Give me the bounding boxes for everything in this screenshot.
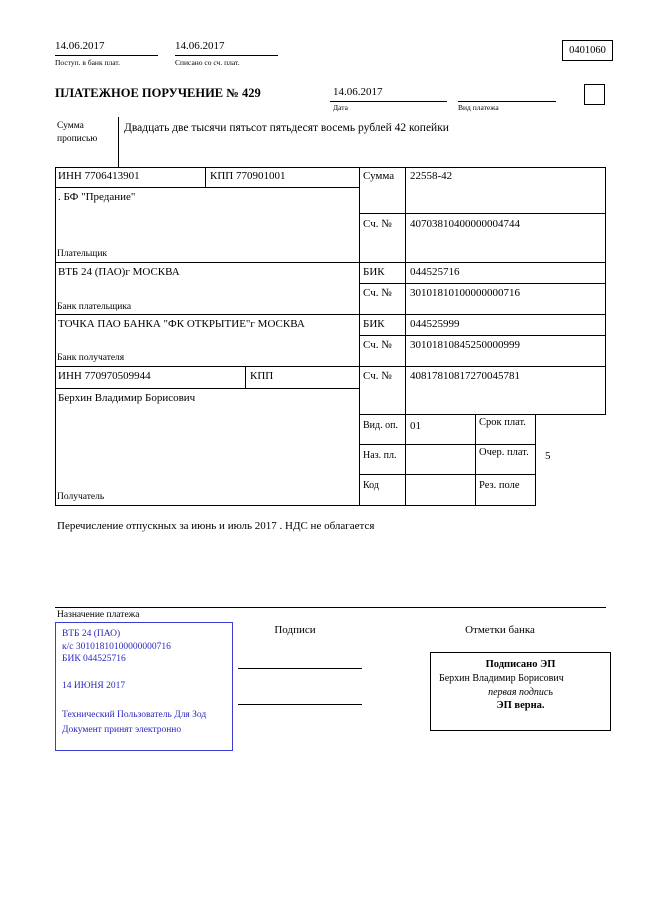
received-label: Поступ. в банк плат. [55, 58, 120, 67]
payee-section-label: Получатель [57, 492, 105, 502]
table-line [55, 388, 360, 389]
payee-account-label: Сч. № [363, 370, 392, 382]
payer-kpp: КПП 770901001 [210, 170, 286, 182]
vid-op-value: 01 [410, 420, 421, 432]
signed-ep-title: Подписано ЭП [485, 659, 556, 670]
sum-value: 22558-42 [410, 170, 453, 182]
amount-divider-line [118, 117, 119, 167]
stamp-user: Технический Пользователь Для Зод [62, 710, 207, 721]
debited-label: Списано со сч. плат. [175, 58, 240, 67]
purpose-text: Перечисление отпускных за июнь и июль 2017 . НДС не облагается [57, 520, 375, 532]
payment-type-box [584, 84, 605, 105]
payee-bank-section-label: Банк получателя [57, 353, 125, 363]
rez-pole-label: Рез. поле [479, 480, 520, 491]
table-line [55, 187, 360, 188]
signature-role: первая подпись [488, 686, 553, 698]
payee-bank-account-label: Сч. № [363, 339, 392, 351]
signature-line [238, 704, 362, 705]
table-line [55, 167, 606, 168]
stamp-note: Документ принят электронно [62, 724, 182, 735]
table-line [55, 314, 606, 315]
payer-bank-bik-label: БИК [363, 266, 385, 278]
signature-line [238, 668, 362, 669]
payment-type-underline [458, 101, 556, 102]
sum-label: Сумма [363, 170, 395, 182]
payer-bank-bik: 044525716 [410, 266, 460, 278]
amount-label-line2: прописью [57, 134, 98, 144]
bank-stamp [55, 622, 233, 751]
table-line [359, 213, 606, 214]
vid-op-label: Вид. оп. [363, 420, 398, 431]
payer-bank-section-label: Банк плательщика [57, 302, 132, 312]
table-line [359, 444, 536, 445]
form-code-box [562, 40, 613, 61]
payer-account: 40703810400000004744 [410, 218, 520, 230]
payer-inn: ИНН 7706413901 [58, 170, 140, 182]
document-date-underline [330, 101, 447, 102]
table-line [55, 366, 606, 367]
payee-bank-bik: 044525999 [410, 318, 460, 330]
document-title: ПЛАТЕЖНОЕ ПОРУЧЕНИЕ № 429 [55, 86, 261, 100]
amount-in-words: Двадцать две тысячи пятьсот пятьдесят восемь рублей 42 копейки [124, 122, 449, 134]
debited-date-underline [175, 55, 278, 56]
amount-label-line1: Сумма [57, 121, 84, 131]
payee-account: 40817810817270045781 [410, 370, 520, 382]
ocher-plat-value: 5 [545, 450, 551, 462]
payment-type-label: Вид платежа [458, 103, 499, 112]
received-date-underline [55, 55, 158, 56]
table-line [405, 167, 406, 505]
electronic-signature-box [430, 652, 611, 731]
naz-pl-label: Наз. пл. [363, 450, 397, 461]
kod-label: Код [363, 480, 379, 491]
table-line [55, 262, 606, 263]
table-line [55, 167, 56, 505]
table-line [245, 366, 246, 388]
payer-bank-account-label: Сч. № [363, 287, 392, 299]
table-line [475, 414, 476, 505]
payee-kpp-label: КПП [250, 370, 274, 382]
srok-plat-label: Срок плат. [479, 417, 526, 428]
stamp-corr-account: к/с 30101810100000000716 [62, 641, 171, 652]
ep-verified: ЭП верна. [496, 700, 545, 712]
payee-inn: ИНН 770970509944 [58, 370, 151, 382]
table-line [359, 167, 360, 505]
document-date: 14.06.2017 [333, 86, 383, 98]
table-line [55, 505, 536, 506]
stamp-bank-name: ВТБ 24 (ПАО) [62, 629, 121, 639]
bank-marks-header: Отметки банка [465, 624, 535, 636]
payer-name: . БФ "Предание" [58, 191, 136, 203]
table-line [359, 335, 606, 336]
payee-bank-account: 30101810845250000999 [410, 339, 520, 351]
received-date: 14.06.2017 [55, 40, 105, 52]
stamp-date: 14 ИЮНЯ 2017 [62, 680, 126, 691]
payer-bank-name: ВТБ 24 (ПАО)г МОСКВА [58, 266, 180, 278]
table-line [535, 414, 536, 505]
payee-bank-bik-label: БИК [363, 318, 385, 330]
table-line [359, 474, 536, 475]
purpose-label: Назначение платежа [57, 610, 140, 620]
stamp-bik: БИК 044525716 [62, 654, 126, 665]
date-label: Дата [333, 103, 348, 112]
payee-name: Берхин Владимир Борисович [58, 392, 196, 404]
payee-bank-name: ТОЧКА ПАО БАНКА "ФК ОТКРЫТИЕ"г МОСКВА [58, 318, 305, 330]
table-line [605, 167, 606, 414]
form-code: 0401060 [569, 45, 606, 56]
ocher-plat-label: Очер. плат. [479, 447, 529, 458]
signatures-header: Подписи [274, 624, 316, 636]
payer-account-label: Сч. № [363, 218, 392, 230]
signer-name: Берхин Владимир Борисович [439, 673, 564, 685]
purpose-underline [55, 607, 606, 608]
table-line [205, 167, 206, 187]
payer-section-label: Плательщик [57, 249, 108, 259]
payer-bank-account: 30101810100000000716 [410, 287, 520, 299]
debited-date: 14.06.2017 [175, 40, 225, 52]
table-line [359, 414, 606, 415]
table-line [359, 283, 606, 284]
